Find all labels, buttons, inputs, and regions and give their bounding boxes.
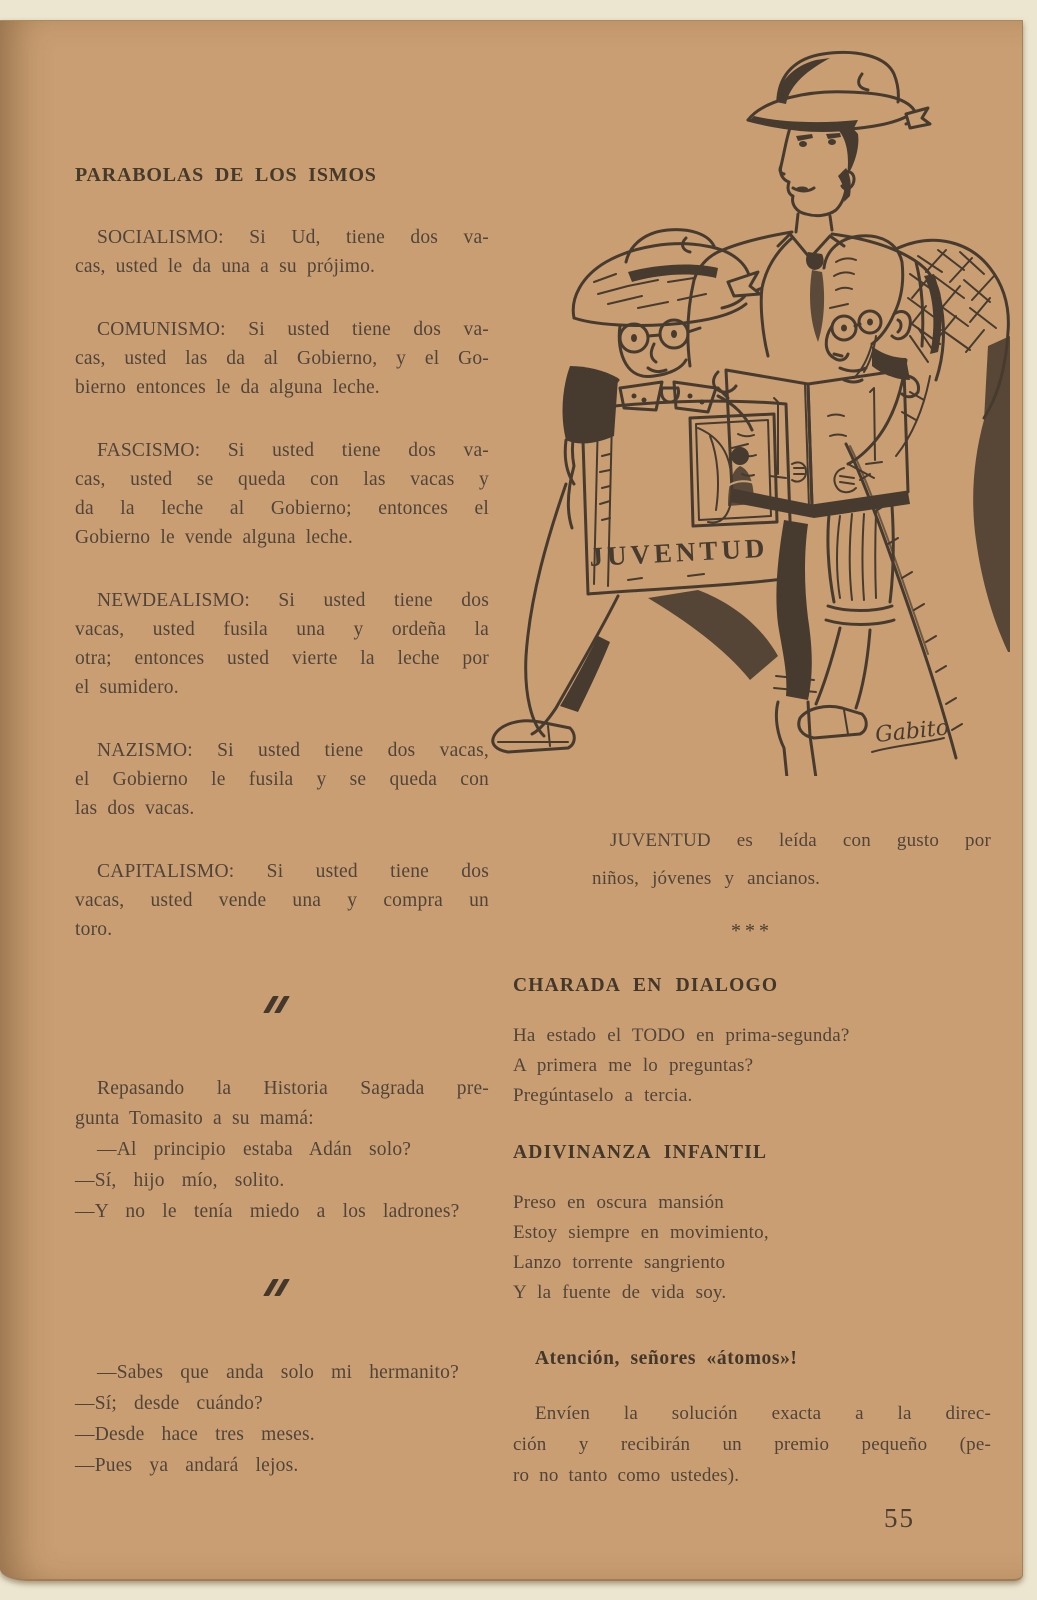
text-line: Repasando la Historia Sagrada pre- xyxy=(97,1078,489,1099)
text-line: CAPITALISMO: Si usted tiene dos xyxy=(97,861,489,882)
text-line: Y la fuente de vida soy. xyxy=(513,1282,727,1303)
text-line: otra; entonces usted vierte la leche por xyxy=(75,648,489,669)
paragraph xyxy=(75,223,489,281)
separator-slashes xyxy=(75,1279,489,1301)
text-line: bierno entonces le da alguna leche. xyxy=(75,377,380,398)
text-line: —Sí; desde cuándo? xyxy=(75,1393,263,1414)
right-column xyxy=(513,822,991,1491)
sub-heading: Atención, señores «átomos»! xyxy=(535,1348,798,1369)
text-line: toro. xyxy=(75,919,113,940)
paragraph xyxy=(75,1074,489,1134)
separator-stars: *** xyxy=(731,920,773,942)
verse-group xyxy=(75,1357,489,1481)
text-line: las dos vacas. xyxy=(75,798,195,819)
text-line: FASCISMO: Si usted tiene dos va- xyxy=(97,440,489,461)
magazine-title: JUVENTUD xyxy=(588,532,770,572)
left-column xyxy=(75,160,489,1481)
section-heading: ADIVINANZA INFANTIL xyxy=(513,1142,768,1163)
text-line: ción y recibirán un premio pequeño (pe- xyxy=(513,1434,991,1455)
cartoon-illustration xyxy=(478,36,1010,776)
text-line: Envíen la solución exacta a la direc- xyxy=(535,1403,991,1424)
text-line: Pregúntaselo a tercia. xyxy=(513,1085,693,1106)
text-line: SOCIALISMO: Si Ud, tiene dos va- xyxy=(97,227,489,248)
paragraph xyxy=(75,736,489,823)
paragraph xyxy=(75,315,489,402)
text-line: Lanzo torrente sangriento xyxy=(513,1252,726,1273)
text-line: —Sabes que anda solo mi hermanito? xyxy=(97,1362,459,1383)
text-line: niños, jóvenes y ancianos. xyxy=(592,868,821,889)
text-line: el Gobierno le fusila y se queda con xyxy=(75,769,489,790)
paragraph xyxy=(75,857,489,944)
text-line: Ha estado el TODO en prima-segunda? xyxy=(513,1025,850,1046)
text-line: COMUNISMO: Si usted tiene dos va- xyxy=(97,319,489,340)
paragraph xyxy=(513,1398,991,1491)
verse-group xyxy=(75,1134,489,1227)
separator-slashes xyxy=(75,996,489,1018)
text-line: gunta Tomasito a su mamá: xyxy=(75,1108,314,1129)
text-line: da la leche al Gobierno; entonces el xyxy=(75,498,489,519)
text-line: NAZISMO: Si usted tiene dos vacas, xyxy=(97,740,489,761)
text-line: ro no tanto como ustedes). xyxy=(513,1465,740,1486)
text-line: cas, usted le da una a su prójimo. xyxy=(75,256,376,277)
text-line: vacas, usted fusila una y ordeña la xyxy=(75,619,489,640)
illustration-caption xyxy=(592,822,991,898)
text-line: JUVENTUD es leída con gusto por xyxy=(610,830,991,851)
paragraph xyxy=(75,586,489,702)
section-heading: CHARADA EN DIALOGO xyxy=(513,975,779,996)
section-title: PARABOLAS DE LOS ISMOS xyxy=(75,164,377,186)
verse-group xyxy=(513,1021,991,1111)
text-line: NEWDEALISMO: Si usted tiene dos xyxy=(97,590,489,611)
text-line: el sumidero. xyxy=(75,677,179,698)
text-line: —Pues ya andará lejos. xyxy=(75,1455,299,1476)
text-line: A primera me lo preguntas? xyxy=(513,1055,754,1076)
page-number: 55 xyxy=(884,1503,915,1533)
artist-signature xyxy=(872,715,950,752)
svg-text:Gabito: Gabito xyxy=(874,715,951,748)
text-line: vacas, usted vende una y compra un xyxy=(75,890,489,911)
text-line: cas, usted las da al Gobierno, y el Go- xyxy=(75,348,489,369)
text-line: Gobierno le vende alguna leche. xyxy=(75,527,353,548)
text-line: —Y no le tenía miedo a los ladrones? xyxy=(75,1201,460,1222)
text-line: —Sí, hijo mío, solito. xyxy=(75,1170,285,1191)
text-line: —Desde hace tres meses. xyxy=(75,1424,315,1445)
verse-group xyxy=(513,1188,991,1308)
paragraph xyxy=(75,436,489,552)
text-line: Estoy siempre en movimiento, xyxy=(513,1222,769,1243)
text-line: —Al principio estaba Adán solo? xyxy=(97,1139,412,1160)
text-line: cas, usted se queda con las vacas y xyxy=(75,469,489,490)
text-line: Preso en oscura mansión xyxy=(513,1192,724,1213)
cane xyxy=(846,444,956,758)
